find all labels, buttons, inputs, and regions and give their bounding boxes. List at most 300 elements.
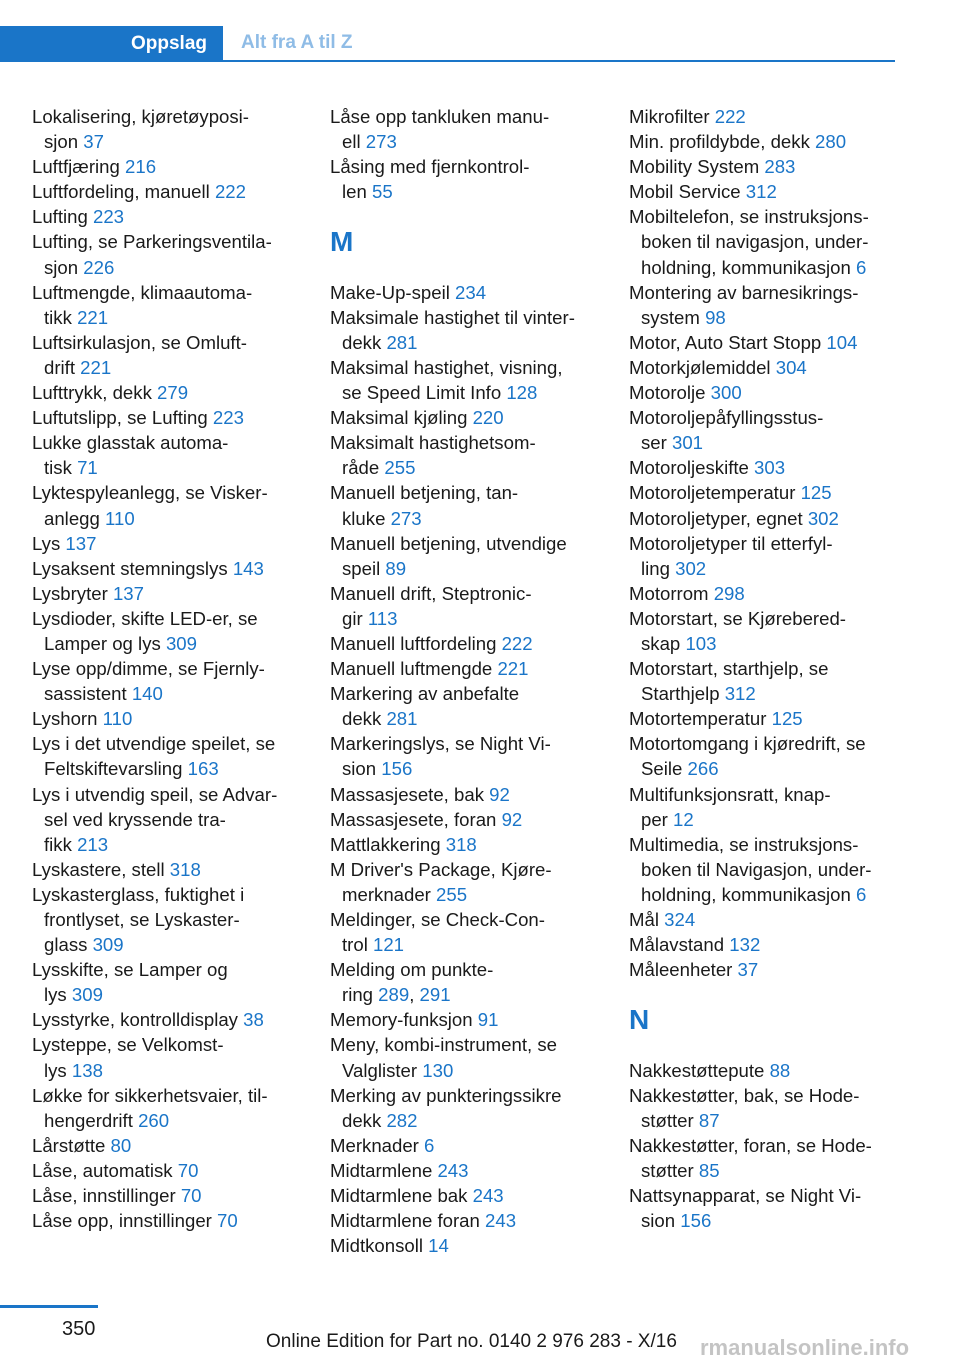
entry-text: Nakkestøttepute xyxy=(629,1059,770,1081)
entry-text: sassistent xyxy=(44,683,132,705)
page-ref-link[interactable]: 226 xyxy=(83,256,115,278)
entry-text: Manuell drift, Steptronic- xyxy=(330,582,532,604)
page-ref-link[interactable]: 302 xyxy=(807,507,839,529)
page-ref-link[interactable]: 222 xyxy=(501,632,533,654)
entry-text: Motorkjølemiddel xyxy=(629,356,776,378)
page-ref-link[interactable]: 130 xyxy=(422,1059,454,1081)
page-ref-link[interactable]: 223 xyxy=(212,407,244,429)
index-column-2 xyxy=(330,104,600,1258)
index-entry xyxy=(629,531,899,581)
entry-text: Markeringslys, se Night Vi- xyxy=(330,733,551,755)
index-entry xyxy=(32,1032,302,1082)
entry-text: Nakkestøtter, foran, se Hode- xyxy=(629,1134,872,1156)
entry-text: Valglister xyxy=(342,1059,423,1081)
index-entry xyxy=(32,154,302,179)
page-ref-link[interactable]: 132 xyxy=(729,934,761,956)
entry-text: Midtarmlene bak xyxy=(330,1185,473,1207)
entry-text: sion xyxy=(342,758,382,780)
entry-text: Mobil Service xyxy=(629,181,746,203)
index-entry xyxy=(32,179,302,204)
page-ref-link[interactable]: 156 xyxy=(381,758,413,780)
page-ref-link[interactable]: 221 xyxy=(80,356,112,378)
entry-text: Manuell luftfordeling xyxy=(330,632,502,654)
entry-text: Låse opp, innstillinger xyxy=(32,1210,218,1232)
entry-text: Maksimal hastighet, visning, xyxy=(330,356,563,378)
index-entry xyxy=(629,104,899,129)
page-ref-link[interactable]: 125 xyxy=(800,482,832,504)
page-ref-link[interactable]: 70 xyxy=(177,1159,199,1181)
entry-text: Mobility System xyxy=(629,156,765,178)
entry-text: Lysdioder, skifte LED-er, se xyxy=(32,607,258,629)
index-entry: Melding om punkte- ring 289, 291 xyxy=(330,959,494,1006)
entry-text: Maksimale hastighet til vinter- xyxy=(330,306,575,328)
index-entry xyxy=(629,907,899,932)
section-letter: N xyxy=(629,1003,650,1035)
index-entry xyxy=(629,154,899,179)
page-ref-link[interactable]: 6 xyxy=(855,256,867,278)
entry-text: Multifunksjonsratt, knap- xyxy=(629,783,831,805)
entry-text: Lamper og lys xyxy=(44,632,166,654)
entry-text: tikk xyxy=(44,306,78,328)
index-entry xyxy=(330,480,600,530)
page-ref-link[interactable]: 302 xyxy=(675,557,707,579)
entry-text: Mobiltelefon, se instruksjons- xyxy=(629,206,869,228)
entry-text: Låse, automatisk xyxy=(32,1159,178,1181)
entry-text: Motorrom xyxy=(629,582,714,604)
entry-text: Måleenheter xyxy=(629,959,738,981)
tab-alt-fra-a-til-z[interactable]: Alt fra A til Z xyxy=(241,32,353,53)
index-entry xyxy=(330,154,600,204)
entry-text: drift xyxy=(44,356,81,378)
page-ref-link[interactable]: 128 xyxy=(506,382,538,404)
index-entry xyxy=(330,1233,600,1258)
entry-text: Seile xyxy=(641,758,688,780)
index-entry xyxy=(330,581,600,631)
index-entry xyxy=(330,430,600,480)
page-ref-link[interactable]: 222 xyxy=(214,181,246,203)
page-ref-link[interactable]: 220 xyxy=(472,407,504,429)
entry-text: Melding om punkte- xyxy=(330,959,494,981)
index-entry xyxy=(32,1208,302,1233)
page-ref-link[interactable]: 281 xyxy=(386,331,418,353)
page-ref-link[interactable]: 88 xyxy=(769,1059,791,1081)
page-ref-link[interactable]: 125 xyxy=(771,708,803,730)
page-ref-link[interactable]: 103 xyxy=(685,632,717,654)
page-ref-link[interactable]: 14 xyxy=(428,1235,449,1257)
index-entry xyxy=(32,957,302,1007)
entry-text: frontlyset, se Lyskaster- xyxy=(44,909,240,930)
entry-text: glass xyxy=(44,934,93,956)
entry-text: Manuell betjening, utvendige xyxy=(330,532,567,554)
index-entry xyxy=(330,280,600,305)
entry-text: Lysskifte, se Lamper og xyxy=(32,959,228,981)
entry-text: sjon xyxy=(44,256,84,278)
page-ref-link[interactable]: 312 xyxy=(724,683,756,705)
index-entry xyxy=(629,957,899,982)
page-ref-link[interactable]: 213 xyxy=(77,833,109,855)
page-ref-link[interactable]: 12 xyxy=(673,808,694,830)
entry-text: Midtarmlene xyxy=(330,1159,438,1181)
page-number: 350 xyxy=(62,1318,96,1340)
entry-text: Massasjesete, bak xyxy=(330,783,490,805)
index-column-1 xyxy=(32,104,302,1233)
entry-text: speil xyxy=(342,557,386,579)
index-entry xyxy=(330,681,600,731)
page-ref-link[interactable]: 55 xyxy=(371,181,393,203)
entry-text: Motoroljetemperatur xyxy=(629,482,801,504)
entry-text: Lufting, se Parkeringsventila- xyxy=(32,231,272,253)
index-entry xyxy=(330,531,600,581)
page-ref-link[interactable]: 266 xyxy=(687,758,719,780)
page-ref-link[interactable]: 289 xyxy=(378,984,410,1006)
index-entry xyxy=(32,1183,302,1208)
index-entry xyxy=(330,782,600,807)
index-entry xyxy=(330,631,600,656)
index-entry xyxy=(629,581,899,606)
page-ref-link[interactable]: 318 xyxy=(445,833,477,855)
page-ref-link[interactable]: 110 xyxy=(105,507,135,529)
entry-text: Lys xyxy=(32,532,66,554)
index-entry xyxy=(330,1133,600,1158)
page-ref-link[interactable]: 156 xyxy=(680,1210,712,1232)
index-entry xyxy=(629,480,899,505)
page-ref-link[interactable]: 260 xyxy=(138,1109,170,1131)
page-ref-link[interactable]: 281 xyxy=(386,708,418,730)
index-entry xyxy=(629,1183,899,1233)
page-ref-link[interactable]: 221 xyxy=(497,658,529,680)
entry-text: støtter xyxy=(641,1109,699,1131)
index-entry xyxy=(32,656,302,706)
index-entry xyxy=(330,832,600,857)
entry-text: Lårstøtte xyxy=(32,1134,111,1156)
index-column-3 xyxy=(629,104,899,1233)
entry-text: Motorstart, se Kjørebered- xyxy=(629,607,846,629)
index-entry xyxy=(330,405,600,430)
entry-text: råde xyxy=(342,457,385,479)
page-ref-link[interactable]: 309 xyxy=(165,632,197,654)
entry-text: Motorolje xyxy=(629,382,711,404)
page-header xyxy=(0,26,895,62)
index-entry xyxy=(32,581,302,606)
entry-text: skap xyxy=(641,632,686,654)
index-entry xyxy=(32,782,302,857)
index-entry xyxy=(330,656,600,681)
page-ref-link[interactable]: 140 xyxy=(131,683,163,705)
entry-text: Multimedia, se instruksjons- xyxy=(629,833,859,855)
index-entry xyxy=(32,706,302,731)
page-ref-link[interactable]: 216 xyxy=(125,156,157,178)
entry-text: Min. profildybde, dekk xyxy=(629,131,816,153)
page-ref-link[interactable]: 38 xyxy=(243,1009,264,1031)
page-ref-link[interactable]: 291 xyxy=(419,984,451,1006)
entry-text: Motoroljetyper, egnet xyxy=(629,507,808,529)
entry-text: Motor, Auto Start Stopp xyxy=(629,331,827,353)
index-entry xyxy=(629,1083,899,1133)
entry-text: per xyxy=(641,808,674,830)
page-ref-link[interactable]: 255 xyxy=(436,883,468,905)
entry-text: dekk xyxy=(342,331,387,353)
page-ref-link[interactable]: 70 xyxy=(217,1210,238,1232)
header-divider xyxy=(223,60,895,62)
entry-text: Mattlakkering xyxy=(330,833,446,855)
entry-text: Luftfordeling, manuell xyxy=(32,181,215,203)
page-ref-link[interactable]: 273 xyxy=(365,131,397,153)
entry-text: Meny, kombi-instrument, se xyxy=(330,1034,557,1056)
index-entry xyxy=(330,807,600,832)
entry-text: Motortomgang i kjøredrift, se xyxy=(629,733,866,755)
page-ref-link[interactable]: 309 xyxy=(71,984,103,1006)
index-entry xyxy=(629,179,899,204)
entry-text: støtter xyxy=(641,1159,699,1181)
entry-text: boken til navigasjon, under- xyxy=(641,231,869,253)
page-ref-link[interactable]: 6 xyxy=(855,883,867,905)
page-ref-link[interactable]: 98 xyxy=(705,306,726,328)
entry-text: se Speed Limit Info xyxy=(342,382,507,404)
index-entry xyxy=(629,1058,899,1083)
page-ref-link[interactable]: 85 xyxy=(698,1159,720,1181)
page-ref-link[interactable]: 312 xyxy=(745,181,777,203)
page-ref-link[interactable]: 280 xyxy=(815,131,847,153)
page-ref-link[interactable]: 243 xyxy=(437,1159,469,1181)
entry-text: Lufting xyxy=(32,206,93,228)
page-ref-link[interactable]: 87 xyxy=(698,1109,720,1131)
entry-text: tisk xyxy=(44,457,78,479)
page-ref-link[interactable]: 143 xyxy=(232,557,264,579)
page-ref-link[interactable]: 113 xyxy=(367,607,398,629)
index-entry xyxy=(32,731,302,781)
page-ref-link[interactable]: 37 xyxy=(737,959,759,981)
entry-text: Lysteppe, se Velkomst- xyxy=(32,1034,224,1056)
page-ref-link[interactable]: 324 xyxy=(664,909,696,930)
entry-text: Målavstand xyxy=(629,934,730,956)
footer-divider xyxy=(0,1305,98,1308)
entry-text: Merknader xyxy=(330,1134,425,1156)
page-ref-link[interactable]: 92 xyxy=(489,783,510,805)
index-entry xyxy=(330,355,600,405)
index-entry xyxy=(629,832,899,907)
index-entry xyxy=(32,229,302,279)
page-ref-link[interactable]: 223 xyxy=(93,206,125,228)
entry-text: Lokalisering, kjøretøyposi- xyxy=(32,106,249,127)
entry-text: Lys i utvendig speil, se Advar- xyxy=(32,783,278,805)
index-entry xyxy=(330,1032,600,1082)
entry-text: M Driver's Package, Kjøre- xyxy=(330,858,552,880)
page-ref-link[interactable]: 300 xyxy=(710,382,742,404)
entry-text: Maksimalt hastighetsom- xyxy=(330,432,536,454)
index-entry xyxy=(629,280,899,330)
index-entry xyxy=(629,405,899,455)
entry-text: sion xyxy=(641,1210,681,1232)
entry-text: kluke xyxy=(342,507,391,529)
page-ref-link[interactable]: 138 xyxy=(71,1059,103,1081)
entry-text: ling xyxy=(641,557,676,579)
page-ref-link[interactable]: 37 xyxy=(83,131,104,153)
index-entry xyxy=(330,1208,600,1233)
entry-text: Manuell betjening, tan- xyxy=(330,482,519,504)
entry-text: Massasjesete, foran xyxy=(330,808,502,830)
entry-text: Memory-funksjon xyxy=(330,1009,478,1031)
page-ref-link[interactable]: 137 xyxy=(65,532,97,554)
entry-text: fikk xyxy=(44,833,78,855)
page-ref-link[interactable]: 303 xyxy=(754,457,786,479)
entry-text: Lyse opp/dimme, se Fjernly- xyxy=(32,658,265,680)
page-ref-link[interactable]: 283 xyxy=(764,156,796,178)
index-entry xyxy=(629,330,899,355)
entry-text: holdning, kommunikasjon xyxy=(641,883,856,905)
index-entry xyxy=(32,857,302,882)
entry-text: Lukke glasstak automa- xyxy=(32,432,229,454)
entry-text: Lyskastere, stell xyxy=(32,858,170,880)
page-ref-link[interactable]: 92 xyxy=(501,808,523,830)
index-entry xyxy=(629,355,899,380)
index-entry xyxy=(629,656,899,706)
page-ref-link[interactable]: 89 xyxy=(385,557,407,579)
entry-text: Luftfjæring xyxy=(32,156,126,178)
entry-text: Midtarmlene foran xyxy=(330,1210,486,1232)
entry-text: sjon xyxy=(44,131,84,153)
index-entry xyxy=(32,430,302,480)
page-ref-link[interactable]: 110 xyxy=(102,708,133,730)
entry-text: len xyxy=(342,181,372,203)
index-entry xyxy=(32,280,302,330)
entry-text: sel ved kryssende tra- xyxy=(44,808,226,830)
entry-text: Låse opp tankluken manu- xyxy=(330,106,550,127)
entry-text: Lysaksent stemningslys xyxy=(32,557,233,579)
entry-text: Markering av anbefalte xyxy=(330,683,520,705)
index-entry xyxy=(629,506,899,531)
section-letter: M xyxy=(330,225,354,257)
entry-text: dekk xyxy=(342,708,387,730)
entry-text: lys xyxy=(44,984,72,1006)
index-entry xyxy=(330,731,600,781)
entry-text: Låse, innstillinger xyxy=(32,1185,181,1207)
page-ref-link[interactable]: 298 xyxy=(713,582,745,604)
entry-text: Luftsirkulasjon, se Omluft- xyxy=(32,331,247,353)
entry-text: Lufttrykk, dekk xyxy=(32,382,158,404)
index-entry xyxy=(32,882,302,957)
entry-text: Lyshorn xyxy=(32,708,103,730)
index-entry xyxy=(32,556,302,581)
entry-text: Nakkestøtter, bak, se Hode- xyxy=(629,1084,860,1106)
index-entry xyxy=(330,907,600,957)
entry-text: Motoroljetyper til etterfyl- xyxy=(629,532,833,554)
entry-text: Make-Up-speil xyxy=(330,281,456,303)
entry-text: dekk xyxy=(342,1109,387,1131)
index-entry xyxy=(32,1007,302,1032)
entry-text: ring xyxy=(342,984,379,1006)
entry-text: Feltskiftevarsling xyxy=(44,758,188,780)
entry-text: Merking av punkteringssikre xyxy=(330,1084,562,1106)
entry-text: Lysbryter xyxy=(32,582,113,604)
index-entry xyxy=(32,1083,302,1133)
index-entry xyxy=(32,531,302,556)
page-ref-link[interactable]: 273 xyxy=(390,507,422,529)
page-ref-link[interactable]: 222 xyxy=(714,106,746,127)
entry-text: Mikrofilter xyxy=(629,106,715,127)
index-entry xyxy=(32,405,302,430)
entry-text: Låsing med fjernkontrol- xyxy=(330,156,530,178)
index-entry xyxy=(629,782,899,832)
index-entry xyxy=(330,1158,600,1183)
index-entry xyxy=(32,480,302,530)
page-ref-link[interactable]: 318 xyxy=(169,858,201,880)
index-entry xyxy=(32,1158,302,1183)
index-entry xyxy=(629,606,899,656)
page-ref-link[interactable]: 221 xyxy=(77,306,109,328)
index-entry xyxy=(629,706,899,731)
entry-text: trol xyxy=(342,934,373,956)
entry-text: Løkke for sikkerhetsvaier, til- xyxy=(32,1084,268,1106)
entry-text: Meldinger, se Check-Con- xyxy=(330,909,545,930)
entry-text: merknader xyxy=(342,883,437,905)
entry-text: Maksimal kjøling xyxy=(330,407,473,429)
index-entry xyxy=(32,330,302,380)
entry-text: Motorstart, starthjelp, se xyxy=(629,658,829,680)
page-ref-link[interactable]: 304 xyxy=(775,356,807,378)
page-ref-link[interactable]: 255 xyxy=(384,457,416,479)
entry-text: lys xyxy=(44,1059,72,1081)
entry-text: Lyktespyleanlegg, se Visker- xyxy=(32,482,268,504)
entry-text: Luftmengde, klimaautoma- xyxy=(32,281,253,303)
page-ref-link[interactable]: 91 xyxy=(477,1009,499,1031)
index-entry xyxy=(32,204,302,229)
entry-text: Luftutslipp, se Lufting xyxy=(32,407,213,429)
entry-text: Manuell luftmengde xyxy=(330,658,498,680)
page-ref-link[interactable]: 121 xyxy=(373,934,405,956)
page-ref-link[interactable]: 279 xyxy=(157,382,189,404)
index-entry xyxy=(629,731,899,781)
entry-text: Montering av barnesikrings- xyxy=(629,281,859,303)
page-ref-link[interactable]: 137 xyxy=(112,582,144,604)
entry-text: Starthjelp xyxy=(641,683,725,705)
entry-text: Lys i det utvendige speilet, se xyxy=(32,733,276,755)
index-entry xyxy=(330,1183,600,1208)
page-ref-link[interactable]: 80 xyxy=(110,1134,132,1156)
index-entry xyxy=(330,305,600,355)
page-ref-link[interactable]: 71 xyxy=(77,457,98,479)
index-entry xyxy=(629,932,899,957)
index-entry xyxy=(629,1133,899,1183)
index-entry xyxy=(330,104,600,154)
index-entry xyxy=(629,129,899,154)
entry-text: Motortemperatur xyxy=(629,708,772,730)
entry-text: Midtkonsoll xyxy=(330,1235,429,1257)
index-entry xyxy=(629,204,899,279)
entry-text: Motoroljepåfyllingsstus- xyxy=(629,407,824,429)
page-ref-link[interactable]: 243 xyxy=(472,1185,504,1207)
entry-text: Lyskasterglass, fuktighet i xyxy=(32,883,245,905)
page-ref-link[interactable]: 104 xyxy=(826,331,858,353)
entry-text: ser xyxy=(641,432,672,454)
page-ref-link[interactable]: 301 xyxy=(672,432,704,454)
page-ref-link[interactable]: 6 xyxy=(424,1134,435,1156)
index-entry xyxy=(629,380,899,405)
index-entry xyxy=(330,1083,600,1133)
page-ref-link[interactable]: 234 xyxy=(455,281,487,303)
page-ref-link[interactable]: 163 xyxy=(187,758,219,780)
watermark: rmanualsonline.info xyxy=(700,1335,910,1360)
index-entry xyxy=(32,104,302,154)
entry-text: system xyxy=(641,306,706,328)
page-ref-link[interactable]: 309 xyxy=(92,934,124,956)
page-ref-link[interactable]: 70 xyxy=(180,1185,202,1207)
index-entry xyxy=(330,857,600,907)
page-ref-link[interactable]: 243 xyxy=(485,1210,517,1232)
entry-text: Nattsynapparat, se Night Vi- xyxy=(629,1185,862,1207)
tab-oppslag[interactable]: Oppslag xyxy=(0,26,223,62)
page-ref-link[interactable]: 282 xyxy=(386,1109,418,1131)
entry-text: ell xyxy=(342,131,366,153)
